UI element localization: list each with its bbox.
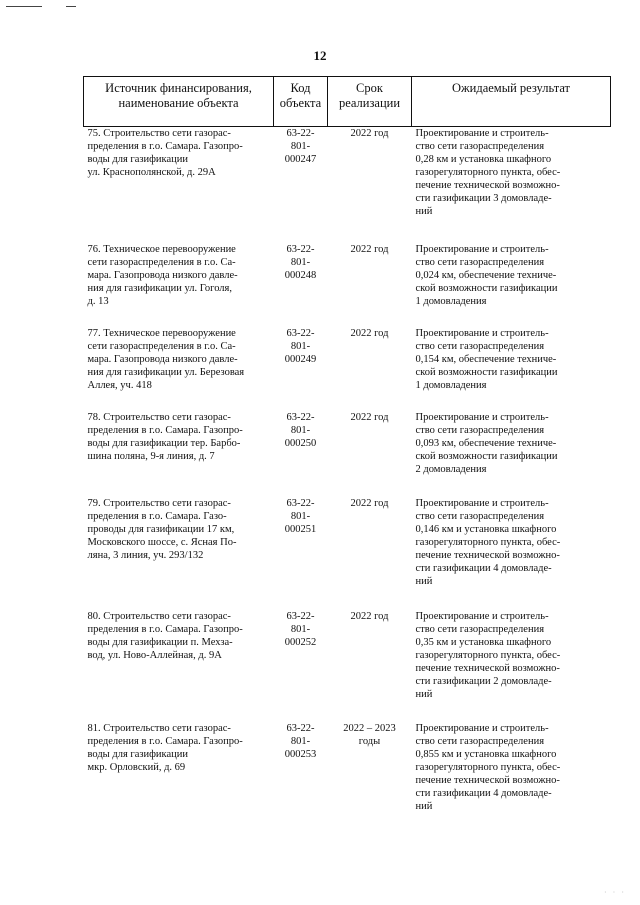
financing-table-container (83, 76, 610, 822)
row-source: 81. Строительство сети газорас- пределения в г.о. Самара. Газопро- воды для газификации мкр. Орловский, д. 69 (87, 722, 243, 773)
row-code: 63-22- 801- 000251 (284, 497, 317, 535)
table-header-row (84, 77, 611, 127)
row-code: 63-22- 801- 000248 (284, 243, 317, 281)
row-source: 77. Техническое перевооружение сети газораспределения в г.о. Са- мара. Газопровода низкого давле- ния для газификации ул. Березовая Аллея, уч. 418 (87, 327, 245, 391)
table-row (84, 610, 611, 722)
row-code: 63-22- 801- 000249 (284, 327, 317, 365)
row-source: 79. Строительство сети газорас- пределения в г.о. Самара. Газо- проводы для газификации 17 км, Московского шоссе, с. Ясная По- ляна, 3 линия, уч. 293/132 (87, 497, 237, 561)
row-source: 80. Строительство сети газорас- пределения в г.о. Самара. Газопро- воды для газификации п. Мехза- вод, ул. Ново-Аллейная, д. 9А (87, 610, 243, 661)
row-result: Проектирование и строитель- ство сети газораспределения 0,093 км, обеспечение техниче- ской возможности газификации 2 домовладения (415, 411, 558, 475)
row-result: Проектирование и строитель- ство сети газораспределения 0,146 км и установка шкафного газорегуляторного пункта, обес- печение технической возможно- сти газификации 4 домовладе- ний (415, 497, 561, 587)
row-result: Проектирование и строитель- ство сети газораспределения 0,024 км, обеспечение техниче- ской возможности газификации 1 домовладения (415, 243, 558, 307)
table-row (84, 127, 611, 243)
row-result: Проектирование и строитель- ство сети газораспределения 0,855 км и установка шкафного газорегуляторного пункта, обес- печение технической возможно- сти газификации 4 домовладе- ний (415, 722, 561, 812)
row-term: 2022 – 2023 годы (343, 722, 396, 747)
scan-artifact: · · · (604, 888, 626, 897)
financing-table (83, 76, 611, 822)
header-term: Срок реализации (328, 77, 412, 127)
table-row (84, 722, 611, 822)
row-term: 2022 год (350, 128, 389, 139)
row-result: Проектирование и строитель- ство сети газораспределения 0,28 км и установка шкафного газорегуляторного пункта, обес- печение технической возможно- сти газификации 3 домовладе- ний (415, 128, 561, 217)
row-term: 2022 год (350, 610, 389, 622)
page-number: 12 (313, 48, 327, 63)
row-term: 2022 год (350, 497, 389, 509)
row-source: 78. Строительство сети газорас- пределения в г.о. Самара. Газопро- воды для газификации тер. Барбо- шина поляна, 9-я линия, д. 7 (87, 411, 243, 462)
table-row (84, 327, 611, 411)
row-result: Проектирование и строитель- ство сети газораспределения 0,154 км, обеспечение техниче- ской возможности газификации 1 домовладения (415, 327, 558, 391)
table-row (84, 411, 611, 497)
row-term: 2022 год (350, 243, 389, 255)
row-source: 75. Строительство сети газорас- пределения в г.о. Самара. Газопро- воды для газификации ул. Краснополянской, д. 29А (87, 128, 243, 178)
row-code: 63-22- 801- 000253 (284, 722, 317, 760)
row-term: 2022 год (350, 327, 389, 339)
table-row (84, 243, 611, 327)
table-row (84, 497, 611, 610)
row-result: Проектирование и строитель- ство сети газораспределения 0,35 км и установка шкафного газорегуляторного пункта, обес- печение технической возможно- сти газификации 2 домовладе- ний (415, 610, 561, 700)
header-source: Источник финансирования, наименование объекта (84, 77, 274, 127)
row-source: 76. Техническое перевооружение сети газораспределения в г.о. Са- мара. Газопровода низкого давле- ния для газификации ул. Гоголя, д. 13 (87, 243, 238, 307)
header-code: Код объекта (274, 77, 328, 127)
scan-mark (6, 6, 42, 7)
row-code: 63-22- 801- 000247 (284, 128, 317, 165)
row-code: 63-22- 801- 000250 (284, 411, 317, 449)
scan-edge-marks (0, 2, 640, 14)
row-code: 63-22- 801- 000252 (284, 610, 317, 648)
header-result: Ожидаемый результат (412, 77, 611, 127)
row-term: 2022 год (350, 411, 389, 423)
scan-mark (66, 6, 76, 7)
